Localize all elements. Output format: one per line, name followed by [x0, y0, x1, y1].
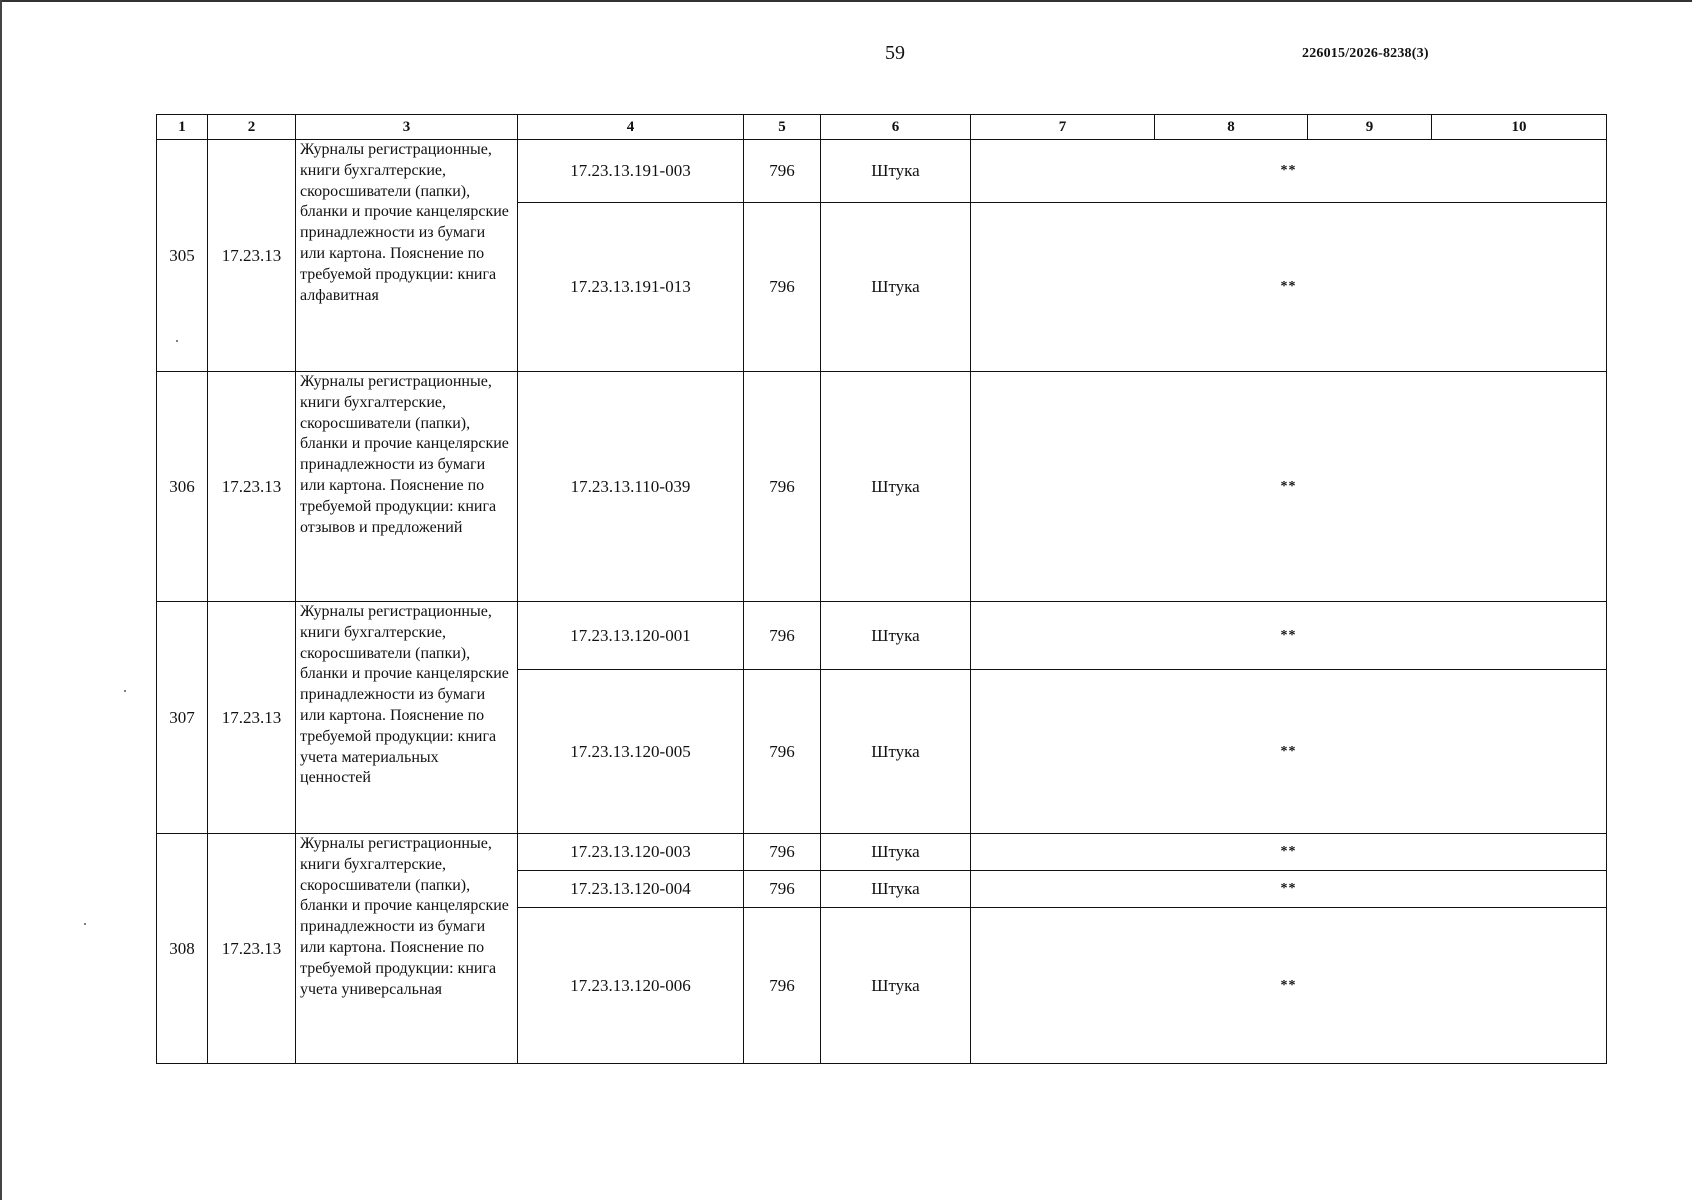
- merged-cell-mark: **: [971, 871, 1607, 908]
- merged-cell-mark: **: [971, 670, 1607, 834]
- product-description: Журналы регистрационные, книги бухгалтерские, скоросшиватели (папки), бланки и прочие канцелярские принадлежности из бумаги или картона. Пояснение по требуемой продукции: книга алфавитная: [296, 140, 518, 372]
- ktru-code: 17.23.13.120-003: [518, 834, 744, 871]
- okei-code: 796: [744, 908, 821, 1064]
- scan-edge-left: [0, 0, 2, 1200]
- okpd-code: 17.23.13: [208, 372, 296, 602]
- unit-name: Штука: [821, 670, 971, 834]
- okei-code: 796: [744, 140, 821, 203]
- scan-speck: [124, 690, 126, 692]
- header-col-10: 10: [1432, 115, 1607, 140]
- scan-speck: [176, 340, 178, 342]
- table-row: [157, 834, 1607, 871]
- header-col-9: 9: [1308, 115, 1432, 140]
- unit-name: Штука: [821, 908, 971, 1064]
- header-col-8: 8: [1155, 115, 1308, 140]
- okei-code: 796: [744, 372, 821, 602]
- unit-name: Штука: [821, 203, 971, 372]
- merged-cell-mark: **: [971, 908, 1607, 1064]
- header-col-1: 1: [157, 115, 208, 140]
- product-description: Журналы регистрационные, книги бухгалтерские, скоросшиватели (папки), бланки и прочие канцелярские принадлежности из бумаги или картона. Пояснение по требуемой продукции: книга учета материальных ценностей: [296, 602, 518, 834]
- product-description: Журналы регистрационные, книги бухгалтерские, скоросшиватели (папки), бланки и прочие канцелярские принадлежности из бумаги или картона. Пояснение по требуемой продукции: книга учета универсальная: [296, 834, 518, 1064]
- okpd-code: 17.23.13: [208, 834, 296, 1064]
- header-col-6: 6: [821, 115, 971, 140]
- okpd-code: 17.23.13: [208, 140, 296, 372]
- unit-name: Штука: [821, 372, 971, 602]
- okei-code: 796: [744, 834, 821, 871]
- ktru-code: 17.23.13.191-003: [518, 140, 744, 203]
- header-col-3: 3: [296, 115, 518, 140]
- table-row: [157, 140, 1607, 203]
- product-description: Журналы регистрационные, книги бухгалтерские, скоросшиватели (папки), бланки и прочие канцелярские принадлежности из бумаги или картона. Пояснение по требуемой продукции: книга отзывов и предложений: [296, 372, 518, 602]
- okpd-code: 17.23.13: [208, 602, 296, 834]
- unit-name: Штука: [821, 140, 971, 203]
- merged-cell-mark: **: [971, 602, 1607, 670]
- okei-code: 796: [744, 670, 821, 834]
- ktru-code: 17.23.13.120-001: [518, 602, 744, 670]
- scan-edge-top: [0, 0, 1692, 2]
- header-col-2: 2: [208, 115, 296, 140]
- header-col-7: 7: [971, 115, 1155, 140]
- unit-name: Штука: [821, 834, 971, 871]
- ktru-code: 17.23.13.110-039: [518, 372, 744, 602]
- row-number: 307: [157, 602, 208, 834]
- ktru-code: 17.23.13.120-006: [518, 908, 744, 1064]
- scan-speck: [84, 923, 86, 925]
- table-row: [157, 602, 1607, 670]
- header-col-4: 4: [518, 115, 744, 140]
- header-col-5: 5: [744, 115, 821, 140]
- ktru-code: 17.23.13.191-013: [518, 203, 744, 372]
- row-number: 308: [157, 834, 208, 1064]
- okei-code: 796: [744, 871, 821, 908]
- header-row: [157, 115, 1607, 140]
- okei-code: 796: [744, 602, 821, 670]
- unit-name: Штука: [821, 602, 971, 670]
- merged-cell-mark: **: [971, 203, 1607, 372]
- products-table: [156, 114, 1607, 1064]
- row-number: 306: [157, 372, 208, 602]
- row-number: 305: [157, 140, 208, 372]
- merged-cell-mark: **: [971, 140, 1607, 203]
- ktru-code: 17.23.13.120-004: [518, 871, 744, 908]
- table-row: [157, 372, 1607, 602]
- document-id: 226015/2026-8238(3): [1302, 46, 1429, 61]
- unit-name: Штука: [821, 871, 971, 908]
- merged-cell-mark: **: [971, 834, 1607, 871]
- ktru-code: 17.23.13.120-005: [518, 670, 744, 834]
- merged-cell-mark: **: [971, 372, 1607, 602]
- page-number: 59: [885, 42, 905, 64]
- okei-code: 796: [744, 203, 821, 372]
